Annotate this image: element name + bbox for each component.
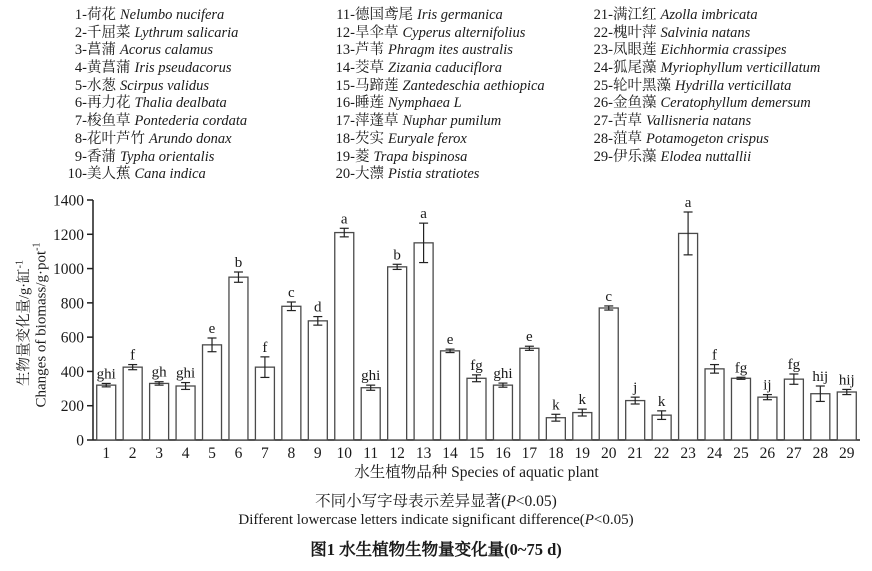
y-axis-title-cn: 生物量变化量/g·缸$^{-1}$ (14, 260, 33, 386)
legend-item (586, 78, 820, 96)
superscript: -1 (31, 242, 43, 251)
legend-index: 4- (74, 60, 87, 77)
legend-column (60, 7, 247, 184)
legend-index: 8- (74, 130, 87, 147)
legend-name-cn: 大薸 (355, 166, 384, 183)
legend-name-latin: Zantedeschia aethiopica (402, 77, 545, 94)
legend-name-cn: 凤眼莲 (613, 42, 657, 59)
legend-name-latin: Euryale ferox (388, 130, 467, 147)
legend-name-cn: 茭草 (355, 60, 384, 77)
legend-column (586, 7, 820, 166)
x-tick-label: 6 (234, 445, 243, 462)
legend-item (328, 78, 545, 96)
x-tick-label: 2 (128, 445, 137, 462)
y-tick-label: 1000 (53, 261, 84, 279)
legend-index: 12- (335, 24, 355, 41)
y-tick-label: 1200 (53, 226, 84, 244)
sig-letter: k (657, 393, 666, 410)
sig-letter: e (208, 321, 216, 337)
legend-item (60, 95, 247, 113)
legend-index: 14- (335, 60, 355, 77)
legend-name-latin: Hydrilla verticillata (675, 77, 792, 94)
legend-name-latin: Cyperus alternifolius (402, 24, 526, 41)
x-tick-label: 12 (389, 445, 405, 462)
legend-index: 2- (74, 24, 87, 41)
superscript: -1 (14, 260, 26, 269)
bar (520, 348, 539, 440)
x-tick-label: 9 (313, 445, 322, 462)
y-tick-label: 1400 (53, 192, 84, 210)
sig-letter: f (712, 347, 718, 364)
legend-name-cn: 德国鸢尾 (355, 7, 413, 23)
bar (573, 413, 592, 440)
legend-name-latin: Nymphaea L (388, 95, 462, 112)
bar (361, 388, 380, 440)
x-tick-label: 19 (574, 445, 591, 462)
legend-name-cn: 菖蒲 (87, 42, 116, 59)
note-cn: 不同小写字母表示差异显著(P<0.05) (315, 493, 557, 510)
legend-item (328, 42, 545, 60)
note-en: Different lowercase letters indicate significant difference(P<0.05) (238, 512, 634, 528)
legend-item (60, 25, 247, 43)
legend-name-cn: 再力花 (87, 95, 131, 112)
legend-name-cn: 槐叶萍 (613, 24, 657, 41)
bar (176, 386, 195, 440)
p-italic: P (506, 493, 516, 510)
sig-letter: gh (151, 364, 167, 381)
legend-name-cn: 睡莲 (355, 95, 384, 112)
legend-name-latin: Nuphar pumilum (402, 113, 502, 130)
legend-index: 10- (67, 166, 87, 183)
legend-index: 7- (74, 113, 87, 130)
x-tick-label: 13 (415, 445, 432, 462)
legend-name-latin: Acorus calamus (120, 42, 214, 59)
legend-index: 19- (335, 148, 355, 165)
x-tick-label: 18 (548, 445, 564, 462)
bar (493, 385, 512, 440)
bar (282, 306, 301, 440)
sig-letter: k (578, 392, 587, 409)
x-tick-label: 23 (680, 445, 696, 462)
legend-index: 27- (593, 113, 613, 130)
legend-name-latin: Lythrum salicaria (134, 24, 239, 41)
p-italic: P (584, 512, 594, 528)
legend-name-latin: Eichhormia crassipes (660, 42, 787, 59)
x-tick-label: 25 (733, 445, 749, 462)
bar (837, 392, 856, 440)
x-tick-label: 3 (155, 445, 163, 462)
sig-letter: j (633, 380, 638, 397)
y-tick-label: 800 (60, 295, 84, 313)
legend-item (60, 166, 247, 184)
legend-name-cn: 荷花 (87, 7, 116, 23)
legend-name-latin: Pistia stratiotes (388, 166, 480, 183)
legend-name-latin: Myriophyllum verticillatum (660, 60, 821, 77)
legend-name-latin: Potamogeton crispus (646, 130, 769, 147)
bar (203, 345, 222, 440)
legend-name-cn: 苦草 (613, 113, 642, 130)
sig-letter: e (446, 332, 454, 349)
legend-index: 26- (593, 95, 613, 112)
legend-item (586, 95, 820, 113)
legend-name-latin: Zizania caduciflora (388, 60, 502, 77)
legend-name-latin: Azolla imbricata (660, 7, 758, 23)
legend-item (60, 42, 247, 60)
x-tick-label: 4 (181, 445, 190, 462)
x-tick-label: 15 (468, 445, 485, 462)
legend-name-latin: Cana indica (134, 166, 206, 183)
sig-letter: ghi (493, 366, 513, 383)
x-tick-label: 29 (839, 445, 855, 462)
legend-name-cn: 金鱼藻 (613, 95, 657, 112)
x-axis-label: 水生植物品种 Species of aquatic plant (354, 464, 599, 481)
legend-index: 9- (74, 148, 87, 165)
legend-index: 17- (335, 113, 355, 130)
sig-letter: f (262, 339, 268, 356)
x-tick-label: 7 (261, 445, 269, 462)
legend-index: 20- (335, 166, 355, 183)
bar (599, 308, 618, 440)
legend-name-latin: Phragm ites australis (388, 42, 513, 59)
x-tick-label: 21 (627, 445, 643, 462)
legend-index: 22- (593, 24, 613, 41)
legend-name-cn: 伊乐藻 (613, 148, 657, 165)
legend-item (586, 7, 820, 25)
legend-index: 21- (593, 7, 613, 23)
legend-name-latin: Elodea nuttallii (660, 148, 752, 165)
y-axis-title-en: Changes of biomass/g·pot$^{-1}$ (31, 242, 50, 408)
legend-index: 23- (593, 42, 613, 59)
bar (255, 367, 274, 440)
x-tick-label: 22 (653, 445, 670, 462)
y-tick-label: 200 (60, 398, 84, 416)
legend-name-latin: Iris pseudacorus (134, 60, 232, 77)
legend-name-cn: 香蒲 (87, 148, 116, 165)
bar (123, 367, 142, 440)
biomass-bar-chart (0, 190, 872, 490)
sig-letter: ghi (361, 368, 381, 385)
sig-letter: c (605, 288, 613, 305)
y-tick-label: 600 (60, 329, 84, 347)
x-tick-label: 24 (706, 445, 723, 462)
legend-item (586, 113, 820, 131)
legend-index: 11- (336, 7, 355, 23)
legend-name-cn: 菹草 (613, 130, 642, 147)
legend-name-cn: 轮叶黑藻 (613, 77, 671, 94)
bar (388, 267, 407, 440)
legend-name-cn: 芡实 (355, 130, 384, 147)
legend-name-latin: Ceratophyllum demersum (660, 95, 811, 112)
x-tick-label: 17 (521, 445, 538, 462)
legend-name-latin: Nelumbo nucifera (120, 7, 225, 23)
legend-index: 24- (593, 60, 613, 77)
legend-name-latin: Pontederia cordata (134, 113, 248, 130)
legend-item (328, 95, 545, 113)
legend-index: 15- (335, 77, 355, 94)
x-tick-label: 27 (786, 445, 802, 462)
legend-item (328, 7, 545, 25)
legend-name-latin: Iris germanica (417, 7, 503, 23)
x-tick-label: 16 (495, 445, 511, 462)
legend-item (60, 78, 247, 96)
x-tick-label: 1 (102, 445, 111, 462)
sig-letter: f (130, 347, 136, 364)
sig-letter: e (526, 329, 533, 346)
bar (150, 383, 169, 440)
x-tick-label: 28 (812, 445, 829, 462)
sig-letter: k (552, 397, 560, 414)
bar (731, 378, 750, 440)
legend-name-cn: 满江红 (613, 7, 657, 23)
legend-item (586, 25, 820, 43)
bar (335, 233, 354, 440)
figure-title: 图1 水生植物生物量变化量(0~75 d) (310, 540, 562, 559)
legend-name-latin: Arundo donax (149, 130, 232, 147)
legend-index: 13- (335, 42, 355, 59)
legend-item (586, 60, 820, 78)
sig-letter: fg (787, 357, 801, 373)
legend-name-latin: Thalia dealbata (134, 95, 227, 112)
legend-item (60, 131, 247, 149)
legend-index: 29- (593, 148, 613, 165)
x-tick-label: 11 (363, 445, 379, 462)
legend-item (328, 131, 545, 149)
sig-letter: fg (734, 360, 748, 377)
sig-letter: a (340, 211, 348, 228)
legend-item (328, 60, 545, 78)
bar (414, 243, 433, 440)
y-tick-label: 400 (60, 363, 84, 381)
legend-item (586, 131, 820, 149)
legend-index: 25- (593, 77, 613, 94)
bar (784, 379, 803, 440)
legend-index: 3- (74, 42, 87, 59)
sig-letter: a (420, 206, 427, 223)
legend-index: 1- (74, 7, 87, 23)
x-tick-label: 14 (442, 445, 458, 462)
legend-name-latin: Scirpus validus (120, 77, 210, 94)
legend-item (586, 149, 820, 167)
legend-name-cn: 千屈菜 (87, 24, 131, 41)
sig-letter: a (684, 195, 692, 211)
legend-item (328, 149, 545, 167)
sig-letter: ghi (96, 366, 116, 383)
sig-letter: b (234, 255, 243, 271)
sig-letter: hij (812, 369, 829, 385)
x-tick-label: 20 (600, 445, 617, 462)
bar (679, 233, 698, 440)
legend-name-latin: Vallisneria natans (646, 113, 752, 130)
legend-index: 5- (74, 77, 87, 94)
x-tick-label: 8 (287, 445, 296, 462)
legend-column (328, 7, 545, 184)
legend-name-latin: Trapa bispinosa (373, 148, 468, 165)
legend-index: 18- (335, 130, 355, 147)
legend-item (328, 25, 545, 43)
bar (97, 385, 116, 440)
bar (758, 397, 777, 440)
sig-letter: d (314, 299, 322, 316)
legend-name-cn: 旱伞草 (355, 24, 399, 41)
x-tick-label: 5 (208, 445, 216, 462)
legend-item (60, 113, 247, 131)
legend-index: 28- (593, 130, 613, 147)
legend-item (60, 7, 247, 25)
legend-item (328, 113, 545, 131)
legend-name-cn: 水葱 (87, 77, 116, 94)
x-tick-label: 26 (759, 445, 776, 462)
bar (626, 401, 645, 440)
legend-name-cn: 花叶芦竹 (87, 130, 145, 147)
sig-letter: b (393, 247, 401, 264)
legend-name-cn: 菱 (355, 148, 370, 165)
legend-item (60, 60, 247, 78)
sig-letter: fg (470, 357, 483, 374)
legend-index: 6- (74, 95, 87, 112)
sig-letter: c (288, 285, 295, 301)
bar (308, 321, 327, 440)
legend-name-cn: 芦苇 (355, 42, 384, 59)
sig-letter: hij (838, 372, 855, 389)
x-tick-label: 10 (336, 445, 353, 462)
legend-name-latin: Salvinia natans (660, 24, 751, 41)
species-legend (0, 7, 872, 189)
legend-name-cn: 黄菖蒲 (87, 60, 131, 77)
y-tick-label: 0 (76, 432, 84, 450)
legend-name-cn: 马蹄莲 (355, 77, 399, 94)
legend-item (328, 166, 545, 184)
bar (229, 277, 248, 440)
sig-letter: ij (763, 377, 772, 394)
legend-index: 16- (335, 95, 355, 112)
bar (705, 369, 724, 440)
legend-name-cn: 美人蕉 (87, 166, 131, 183)
legend-item (586, 42, 820, 60)
bar (441, 351, 460, 440)
legend-item (60, 149, 247, 167)
legend-name-cn: 萍蓬草 (355, 113, 399, 130)
bar (467, 378, 486, 440)
legend-name-latin: Typha orientalis (120, 148, 215, 165)
legend-name-cn: 狐尾藻 (613, 60, 657, 77)
legend-name-cn: 梭鱼草 (87, 113, 131, 130)
sig-letter: ghi (175, 365, 196, 382)
